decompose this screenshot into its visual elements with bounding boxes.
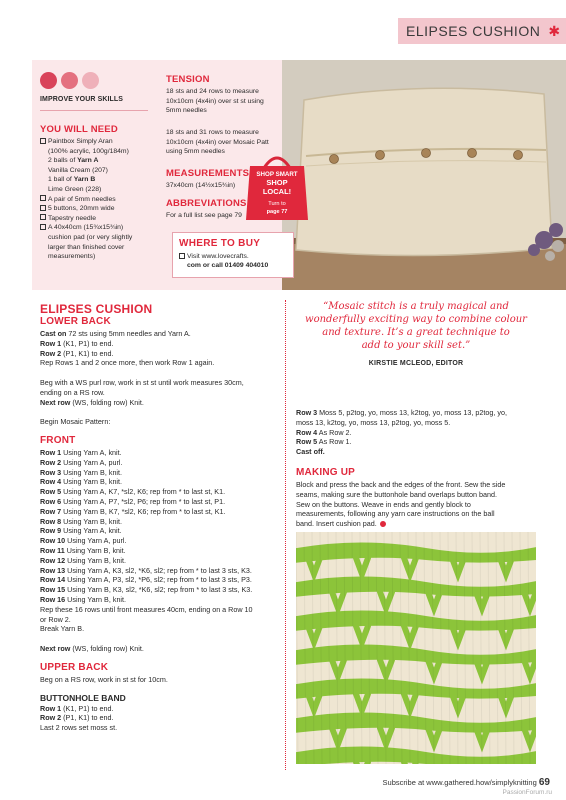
quote-author: KIRSTIE MCLEOD, EDITOR — [368, 360, 464, 367]
where-to-buy-heading: WHERE TO BUY — [179, 238, 261, 249]
instruction-line: Row 1 (K1, P1) to end. — [40, 338, 114, 348]
pattern-title: ELIPSES CUSHION — [40, 302, 153, 316]
abbreviations-heading: ABBREVIATIONS — [166, 198, 247, 209]
checkbox-icon — [40, 195, 46, 201]
tension-text-2: 18 sts and 31 rows to measure 10x10cm (4x4in) over Mosaic Patt using 5mm needles — [166, 129, 269, 156]
list-item: 2 balls of Yarn A — [48, 157, 99, 165]
measurements-heading: MEASUREMENTS — [166, 168, 250, 179]
subscribe-text: Subscribe at www.gathered.how/simplyknitting — [382, 778, 537, 787]
upper-back-heading: UPPER BACK — [40, 661, 109, 673]
checkbox-icon — [40, 214, 46, 220]
instruction-line: Row 2 (P1, K1) to end. — [40, 713, 114, 723]
column-divider — [285, 300, 286, 770]
instruction-line: Row 4 Using Yarn B, knit. — [40, 477, 123, 487]
pattern-right-column — [296, 408, 540, 529]
instruction-line: Row 5 Using Yarn A, K7, *sl2, K6; rep from * to last st, K1. — [40, 487, 226, 497]
instruction-line: Row 3 Moss 5, p2tog, yo, moss 13, k2tog, yo, moss 13, p2tog, yo, — [296, 408, 507, 417]
instruction-line: or Row 2. — [40, 614, 71, 624]
instruction-line: Break Yarn B. — [40, 624, 85, 634]
watermark: PassionForum.ru — [502, 789, 552, 796]
instruction-line: Sew on the buttons. Weave in ends and gently block to — [296, 499, 471, 509]
list-item: cushion pad (or very slightly — [48, 233, 133, 241]
where-to-buy-box — [172, 232, 294, 278]
where-to-buy-text: Visit www.lovecrafts. com or call 01409 404010 — [179, 252, 287, 270]
front-heading: FRONT — [40, 434, 76, 446]
instruction-line: Row 7 Using Yarn B, K7, *sl2, K6; rep from * to last st, K1. — [40, 506, 226, 516]
list-item: Lime Green (228) — [48, 185, 102, 193]
instruction-line: measurements, following any yarn care instructions on the ball — [296, 509, 495, 519]
list-item: measurements) — [48, 253, 96, 261]
shop-local-bag-icon — [244, 152, 310, 222]
list-item: 5 buttons, 20mm wide — [40, 204, 166, 214]
instruction-line: Row 16 Using Yarn B, knit. — [40, 594, 127, 604]
instruction-line: Row 1 Using Yarn A, knit. — [40, 447, 122, 457]
instruction-line: ending on a RS row. — [40, 387, 105, 397]
instruction-line: Begin Mosaic Pattern: — [40, 417, 111, 427]
instruction-line: Row 3 Using Yarn B, knit. — [40, 467, 123, 477]
abbreviations-text: For a full list see page 79 — [166, 212, 242, 219]
list-item: Tapestry needle — [40, 214, 166, 224]
asterisk-icon: ✱ — [548, 22, 561, 39]
page-number: 69 — [538, 777, 550, 788]
instruction-line: Row 2 (P1, K1) to end. — [40, 348, 114, 358]
yarn-ball-icon — [61, 72, 78, 89]
buttonhole-rows-continued — [296, 408, 540, 457]
bag-line-4: Turn to — [268, 201, 286, 207]
lower-back-heading: LOWER BACK — [40, 316, 111, 327]
instruction-line: Next row (WS, folding row) Knit. — [40, 397, 144, 407]
tension-heading: TENSION — [166, 74, 210, 85]
instruction-line: Cast on 72 sts using 5mm needles and Yarn A. — [40, 329, 191, 338]
you-will-need-heading: YOU WILL NEED — [40, 124, 118, 135]
instruction-line: band. Insert cushion pad. — [296, 519, 540, 529]
knit-swatch-illustration — [296, 532, 536, 764]
instruction-line: Row 15 Using Yarn B, K3, sl2, *K6, sl2; rep from * to last 3 sts, K3. — [40, 585, 253, 595]
making-up-instructions — [296, 480, 540, 529]
bag-line-3: LOCAL! — [262, 187, 292, 196]
buttonhole-instructions — [40, 704, 280, 733]
list-item: A 40x40cm (15¾x15¾in) — [40, 223, 166, 233]
improve-skills-label: IMPROVE YOUR SKILLS — [40, 96, 124, 103]
upper-back-instructions — [40, 675, 280, 685]
header-tab — [398, 18, 566, 44]
bag-line-5: page 77 — [266, 209, 288, 215]
list-item: larger than finished cover — [48, 243, 125, 251]
instruction-line: Row 11 Using Yarn B, knit. — [40, 545, 126, 555]
pattern-left-column — [40, 303, 280, 733]
instruction-line: Beg with a WS purl row, work in st st until work measures 30cm, — [40, 377, 244, 387]
instruction-line: moss 13, k2tog, yo, moss 13, p2tog, yo, moss 5. — [296, 417, 451, 427]
instruction-line: seams, making sure the buttonhole band overlaps button band. — [296, 489, 497, 499]
instruction-line: Row 12 Using Yarn B, knit. — [40, 555, 127, 565]
instruction-line: Beg on a RS row, work in st st for 10cm. — [40, 674, 168, 684]
instruction-line: Row 8 Using Yarn B, knit. — [40, 516, 123, 526]
instruction-line: Row 14 Using Yarn A, P3, sl2, *P6, sl2; rep from * to last 3 sts, P3. — [40, 575, 252, 585]
instruction-line: Cast off. — [296, 447, 325, 457]
editor-quote: “Mosaic stitch is a truly magical and wonderfully exciting way to combine colour and texture. It’s a great technique to add to your skill set.” — [305, 301, 527, 351]
instruction-line: Row 10 Using Yarn A, purl. — [40, 536, 127, 546]
instruction-line: Last 2 rows set moss st. — [40, 723, 118, 733]
bag-line-1: SHOP SMART — [256, 171, 298, 178]
measurements-text: 37x40cm (14½x15¾in) — [166, 182, 236, 189]
bag-line-2: SHOP — [266, 178, 288, 187]
instruction-line — [40, 634, 280, 644]
end-mark-icon — [380, 521, 386, 527]
making-up-heading: MAKING UP — [296, 466, 356, 478]
list-item: (100% acrylic, 100g/184m) — [48, 147, 129, 155]
checkbox-icon — [179, 253, 185, 259]
yarn-ball-icon — [82, 72, 99, 89]
cushion-photo — [282, 60, 566, 290]
buttonhole-heading: BUTTONHOLE BAND — [40, 692, 126, 703]
instruction-line: Row 2 Using Yarn A, purl. — [40, 457, 123, 467]
instruction-line: Next row (WS, folding row) Knit. — [40, 643, 144, 653]
front-instructions — [40, 448, 280, 654]
checkbox-icon — [40, 224, 46, 230]
list-item: Vanilla Cream (207) — [48, 166, 108, 174]
checkbox-icon — [40, 205, 46, 211]
page-footer — [383, 777, 550, 788]
materials-list — [40, 137, 166, 262]
tension-text-1: 18 sts and 24 rows to measure 10x10cm (4x4in) over st st using 5mm needles — [166, 88, 264, 115]
page-section-title: ELIPSES CUSHION — [406, 23, 541, 39]
list-item: 1 ball of Yarn B — [48, 176, 96, 184]
instruction-line — [40, 407, 280, 417]
mosaic-swatch-photo — [296, 532, 536, 764]
lower-back-instructions — [40, 329, 280, 427]
instruction-line: Rep Rows 1 and 2 once more, then work Row 1 again. — [40, 358, 215, 368]
yarn-ball-icon — [40, 72, 57, 89]
instruction-line: Rep these 16 rows until front measures 40cm, ending on a Row 10 — [40, 604, 253, 614]
instruction-line: Row 13 Using Yarn A, K3, sl2, *K6, sl2; rep from * to last 3 sts, K3. — [40, 565, 252, 575]
instruction-line: Row 6 Using Yarn A, P7, *sl2, P6; rep from * to last st, P1. — [40, 496, 226, 506]
instruction-line — [40, 368, 280, 378]
instruction-line: Row 1 (K1, P1) to end. — [40, 703, 114, 713]
list-item: A pair of 5mm needles — [40, 195, 166, 205]
instruction-line: Row 4 As Row 2. — [296, 427, 352, 437]
checkbox-icon — [40, 138, 46, 144]
cushion-illustration — [282, 60, 566, 290]
divider — [40, 110, 148, 111]
instruction-line: Row 5 As Row 1. — [296, 437, 352, 447]
instruction-line: Block and press the back and the edges of the front. Sew the side — [296, 479, 506, 489]
instruction-line: Row 9 Using Yarn A, knit. — [40, 526, 122, 536]
list-item: Paintbox Simply Aran — [40, 137, 166, 147]
